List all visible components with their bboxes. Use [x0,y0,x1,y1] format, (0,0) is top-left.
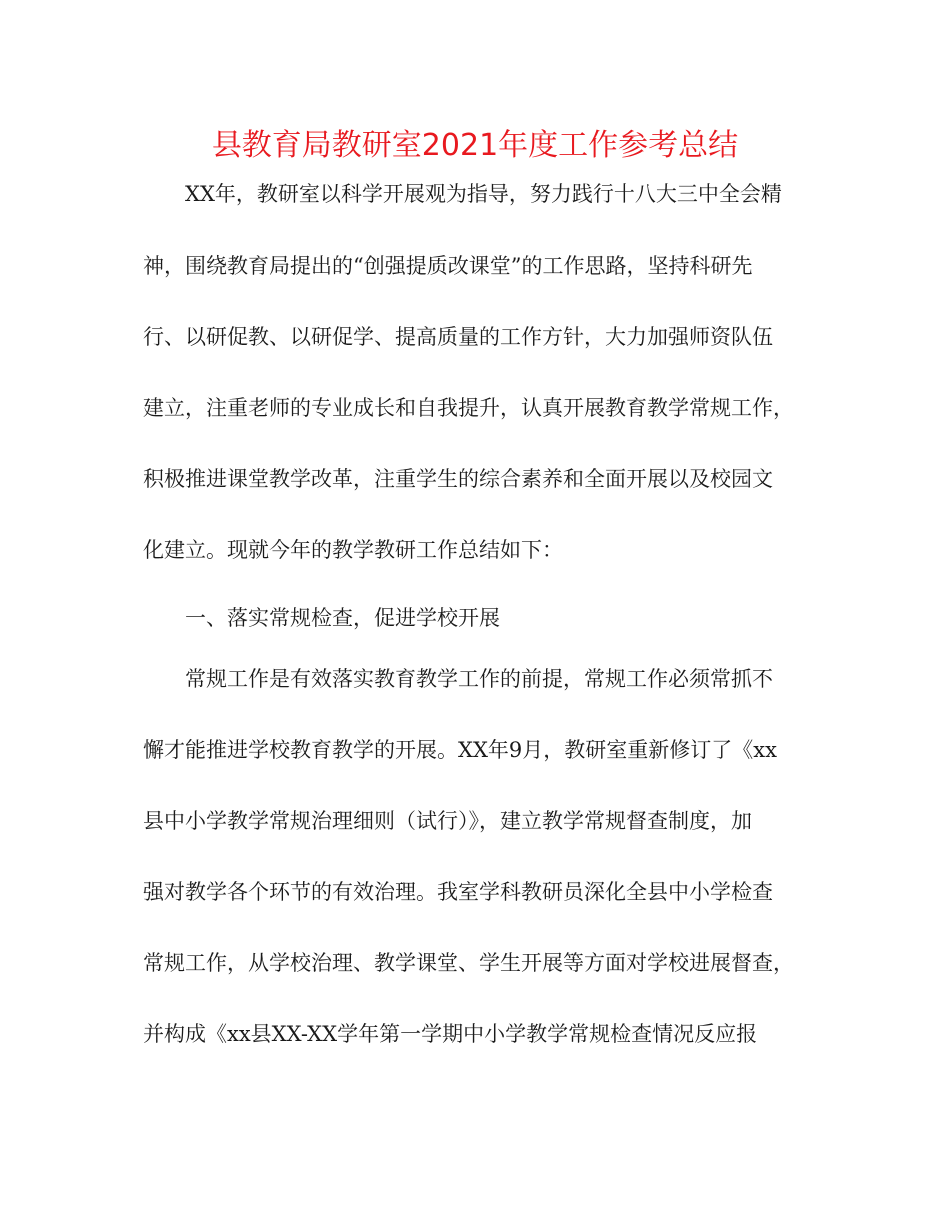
section-heading: 一、落实常规检查，促进学校开展 [185,606,500,630]
text-line: 懈才能推进学校教育教学的开展。XX年9月，教研室重新修订了《xx [143,738,777,762]
text-line: 化建立。现就今年的教学教研工作总结如下： [143,538,563,562]
text-line: 常规工作是有效落实教育教学工作的前提，常规工作必须常抓不 [185,667,773,691]
text-line: 常规工作，从学校治理、教学课堂、学生开展等方面对学校进展督查， [143,951,794,975]
text-line: 强对教学各个环节的有效治理。我室学科教研员深化全县中小学检查 [143,880,773,904]
text-line: 行、以研促教、以研促学、提高质量的工作方针，大力加强师资队伍 [143,325,773,349]
text-line: 并构成《xx县XX-XX学年第一学期中小学教学常规检查情况反应报 [143,1022,758,1046]
document-title: 县教育局教研室2021年度工作参考总结 [211,128,739,163]
text-line: 神，围绕教育局提出的“创强提质改课堂”的工作思路，坚持科研先 [143,254,753,278]
text-line: 建立，注重老师的专业成长和自我提升，认真开展教育教学常规工作， [143,396,794,420]
text-line: 积极推进课堂教学改革，注重学生的综合素养和全面开展以及校园文 [143,467,773,491]
text-line: XX年，教研室以科学开展观为指导，努力践行十八大三中全会精 [185,182,782,206]
text-line: 县中小学教学常规治理细则（试行）》，建立教学常规督查制度，加 [143,809,752,833]
